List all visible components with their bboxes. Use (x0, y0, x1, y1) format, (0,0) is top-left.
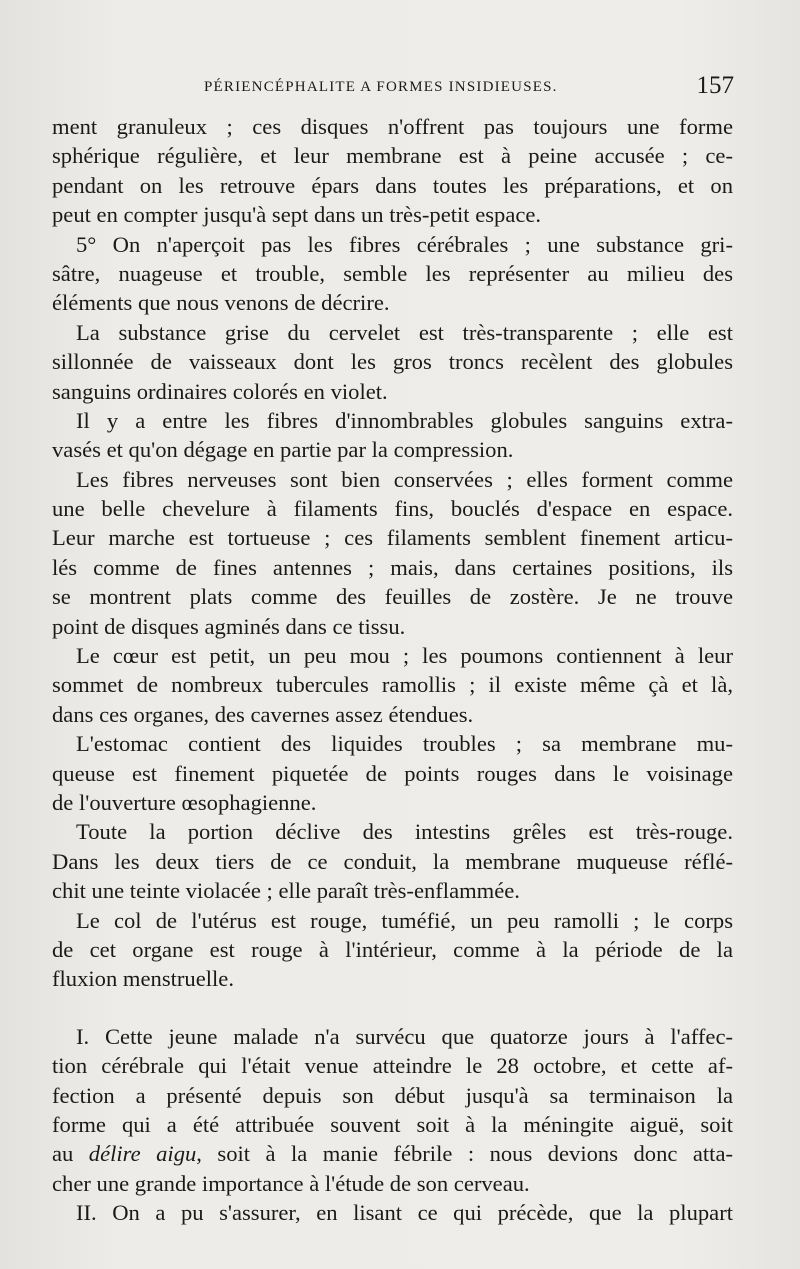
text-line: sâtre, nuageuse et trouble, semble les représenter au milieu des (52, 260, 733, 286)
text-line: de l'ouverture œsophagienne. (52, 789, 317, 815)
paragraph-item-5 (52, 230, 733, 318)
text-line: fluxion menstruelle. (52, 966, 234, 992)
text-fragment: au (52, 1141, 89, 1167)
text-line: tion cérébrale qui l'était venue atteindre le 28 octobre, et cette af- (52, 1053, 733, 1079)
text-body (52, 112, 733, 1227)
paragraph-globules (52, 406, 733, 465)
text-line: éléments que nous venons de décrire. (52, 290, 390, 316)
text-line: cher une grande importance à l'étude de son cerveau. (52, 1170, 530, 1196)
paragraph-continuation (52, 112, 733, 230)
text-line: Toute la portion déclive des intestins grêles est très-rouge. (76, 819, 733, 845)
text-line: point de disques agminés dans ce tissu. (52, 613, 406, 639)
text-line: lés comme de fines antennes ; mais, dans certaines positions, ils (52, 554, 733, 580)
paragraph-fibres (52, 465, 733, 641)
text-line: Leur marche est tortueuse ; ces filaments semblent finement articu- (52, 525, 733, 551)
text-line: Le col de l'utérus est rouge, tuméfié, un peu ramolli ; le corps (76, 907, 733, 933)
text-fragment: , soit à la manie fébrile : nous devions donc atta- (196, 1141, 733, 1167)
text-line: Il y a entre les fibres d'innombrables globules sanguins extra- (76, 407, 733, 433)
text-line: sphérique régulière, et leur membrane est à peine accusée ; ce- (52, 143, 733, 169)
text-line: La substance grise du cervelet est très-transparente ; elle est (76, 319, 733, 345)
text-line: peut en compter jusqu'à sept dans un très-petit espace. (52, 202, 542, 228)
paragraph-uterus (52, 906, 733, 994)
text-line: I. Cette jeune malade n'a survécu que quatorze jours à l'affec- (76, 1023, 733, 1049)
text-line: Dans les deux tiers de ce conduit, la membrane muqueuse réflé- (52, 848, 733, 874)
text-line: Les fibres nerveuses sont bien conservées ; elles forment comme (76, 466, 733, 492)
text-line: sommet de nombreux tubercules ramollis ; il existe même çà et là, (52, 672, 733, 698)
text-line: 5° On n'aperçoit pas les fibres cérébrales ; une substance gri- (76, 231, 733, 257)
text-line: de cet organe est rouge à l'intérieur, comme à la période de la (52, 936, 733, 962)
page-number: 157 (696, 72, 734, 99)
text-line: chit une teinte violacée ; elle paraît très-enflammée. (52, 878, 520, 904)
text-line (52, 1139, 733, 1168)
text-line: II. On a pu s'assurer, en lisant ce qui précède, que la plupart (76, 1200, 733, 1226)
section-gap (52, 994, 733, 1022)
text-line: vasés et qu'on dégage en partie par la compression. (52, 437, 514, 463)
numbered-paragraph-i (52, 1022, 733, 1198)
text-line: L'estomac contient des liquides troubles ; sa membrane mu- (76, 731, 733, 757)
running-title: PÉRIENCÉPHALITE A FORMES INSIDIEUSES. (204, 79, 558, 95)
numbered-paragraph-ii (52, 1198, 733, 1227)
text-line: une belle chevelure à filaments fins, bouclés d'espace en espace. (52, 496, 733, 522)
text-line: forme qui a été attribuée souvent soit à la méningite aiguë, soit (52, 1111, 733, 1137)
text-line: queuse est finement piquetée de points rouges dans le voisinage (52, 760, 733, 786)
paragraph-cervelet (52, 318, 733, 406)
text-line: fection a présenté depuis son début jusqu'à sa terminaison la (52, 1082, 733, 1108)
text-line: se montrent plats comme des feuilles de zostère. Je ne trouve (52, 584, 733, 610)
italic-term: délire aigu (88, 1141, 197, 1167)
text-line: dans ces organes, des cavernes assez étendues. (52, 701, 474, 727)
paragraph-estomac (52, 729, 733, 817)
running-head (60, 72, 734, 102)
text-line: sanguins ordinaires colorés en violet. (52, 378, 388, 404)
text-line: Le cœur est petit, un peu mou ; les poumons contiennent à leur (76, 643, 733, 669)
text-line: ment granuleux ; ces disques n'offrent pas toujours une forme (52, 114, 733, 139)
text-line: sillonnée de vaisseaux dont les gros troncs recèlent des globules (52, 349, 733, 375)
text-line: pendant on les retrouve épars dans toutes les préparations, et on (52, 172, 733, 198)
paragraph-intestins (52, 817, 733, 905)
paragraph-coeur (52, 641, 733, 729)
